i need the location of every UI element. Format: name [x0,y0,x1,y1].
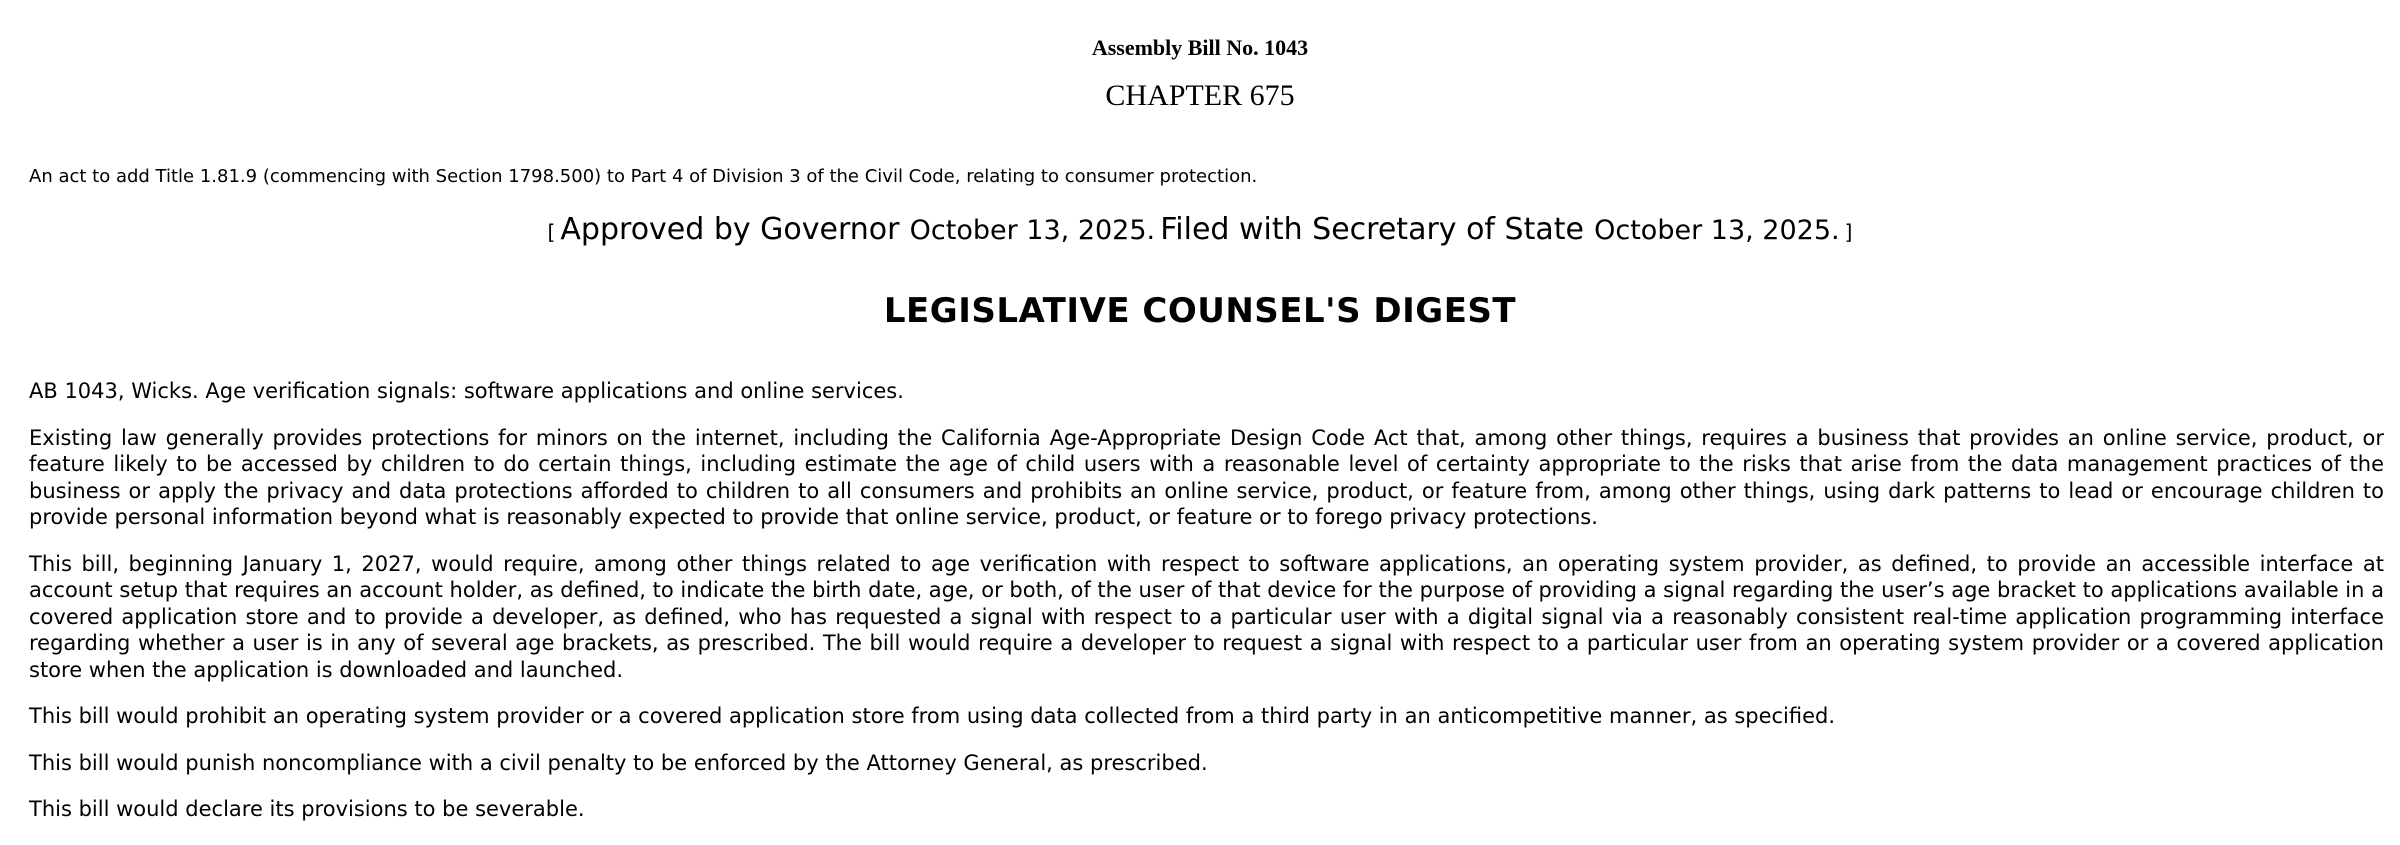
chapter-heading: CHAPTER 675 [1105,79,1295,112]
approved-by-governor-label: Approved by Governor [560,212,900,247]
digest-requirements-paragraph: This bill, beginning January 1, 2027, would require, among other things related to age verification with respect to software applications, an operating system provider, as defined, to provide an accessible interface at account setup that requires an account holder, as defined, to indicate the birth date, age, or both, of the user of that device for the purpose of providing a signal regarding the user’s age bracket to applications available in a covered application store and to provide a developer, as defined, who has requested a signal with respect to a particular user with a digital signal via a reasonably consistent real-time application programming interface regarding whether a user is in any of several age brackets, as prescribed. The bill would require a developer to request a signal with respect to a particular user from an operating system provider or a covered application store when the application is downloaded and launched. [29,551,2384,682]
digest-penalty-paragraph: This bill would punish noncompliance with a civil penalty to be enforced by the Attorney General, as prescribed. [29,750,1208,775]
filed-date: October 13, 2025. [1594,215,1840,246]
approved-date: October 13, 2025. [909,215,1156,246]
act-title: An act to add Title 1.81.9 (commencing with Section 1798.500) to Part 4 of Division 3 of the Civil Code, relating to consumer protection. [29,166,1258,187]
bill-number-heading: Assembly Bill No. 1043 [1091,35,1309,60]
approval-line [0,210,2400,254]
digest-summary-paragraph: AB 1043, Wicks. Age verification signals: software applications and online services. [29,379,904,403]
digest-prohibition-paragraph: This bill would prohibit an operating system provider or a covered application store from using data collected from a third party in an anticompetitive manner, as specified. [29,704,1836,728]
digest-existing-law-paragraph: Existing law generally provides protections for minors on the internet, including the California Age-Appropriate Design Code Act that, among other things, requires a business that provides an online service, product, or feature likely to be accessed by children to do certain things, including estimate the age of child users with a reasonable level of certainty appropriate to the risks that arise from the data management practices of the business or apply the privacy and data protections afforded to children to all consumers and prohibits an online service, product, or feature from, among other things, using dark patterns to lead or encourage children to provide personal information beyond what is reasonably expected to provide that online service, product, or feature or to forego privacy protections. [29,425,2384,529]
digest-heading: LEGISLATIVE COUNSEL'S DIGEST [883,291,1517,331]
digest-body [29,378,2384,843]
digest-severability-paragraph: This bill would declare its provisions to be severable. [29,797,585,821]
approval-open-bracket: [ [547,220,556,244]
filed-with-secretary-label: Filed with Secretary of State [1160,212,1584,247]
approval-close-bracket: ] [1844,220,1853,244]
